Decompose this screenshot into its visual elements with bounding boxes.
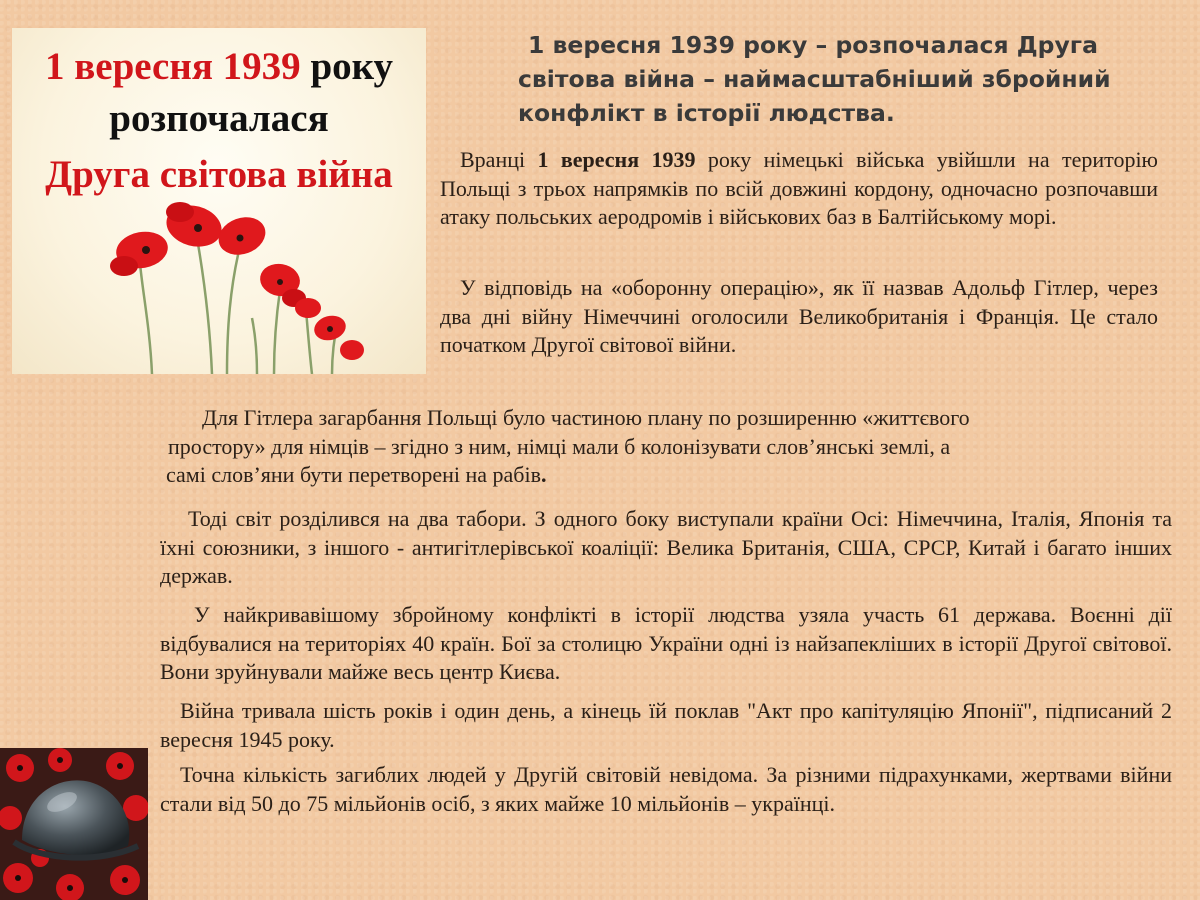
poster-line-started: розпочалася <box>109 97 329 140</box>
paragraph-bloodiest: У найкривавішому збройному конфлікті в історії людства узяла участь 61 держава. Воєнні дії відбувалися на територіях 40 країн. Бої за столицю України одні із найзапекліших в історії Другої світової. Вони зруйнували майже весь центр Києва. <box>160 602 1172 684</box>
poster-year-word: року <box>300 45 394 88</box>
title-line-2: світова війна – наймасштабніший збройний <box>518 65 1111 93</box>
p3-line-2: простору» для німців – згідно з ним, німці мали б колонізувати слов’янські землі, а <box>168 433 951 459</box>
paragraph-duration: Війна тривала шість років і один день, а кінець їй поклав "Акт про капітуляцію Японії", підписаний 2 вересня 1945 року. <box>160 698 1172 752</box>
paragraph-living-space <box>168 404 1158 490</box>
paragraph-declaration: У відповідь на «оборонну операцію», як її назвав Адольф Гітлер, через два дні війну Німеччині оголосили Великобританія і Франція. Це стало початком Другої світової війни. <box>440 275 1158 357</box>
p1-after: року німецькі війська увійшли на територію Польщі з трьох напрямків по всій довжині кордону, одночасно розпочавши атаку польських аеродромів і військових баз в Балтійському морі. <box>440 147 1158 229</box>
poppy-flowers-icon <box>12 28 426 374</box>
poster-date: 1 вересня 1939 <box>44 45 301 88</box>
paragraph-invasion <box>440 146 1158 232</box>
p3-line-3-text: самі слов’яни бути перетворені на рабів <box>166 462 541 487</box>
p1-date-bold: 1 вересня 1939 <box>537 147 696 172</box>
paragraph-casualties: Точна кількість загиблих людей у Другій світовій невідома. За різними підрахунками, жертвами війни стали від 50 до 75 мільйонів осіб, з яких майже 10 мільйонів – українці. <box>160 762 1172 816</box>
title-line-3: конфлікт в історії людства. <box>518 99 895 127</box>
paragraph-two-camps: Тоді світ розділився на два табори. З одного боку виступали країни Осі: Німеччина, Італія, Японія та їхні союзники, з іншого - антигітлерівської коаліції: Велика Британія, США, СРСР, Китай і багато інших держав. <box>160 506 1172 588</box>
poster-image <box>12 28 426 374</box>
p3-line-3 <box>132 461 1158 490</box>
helmet-with-poppies-icon <box>0 748 148 900</box>
p3-end-period: . <box>541 462 547 487</box>
p1-before: Вранці <box>460 147 538 172</box>
page-title <box>518 28 1138 130</box>
poster-line-war: Друга світова війна <box>45 153 393 196</box>
p3-line-1: Для Гітлера загарбання Польщі було частиною плану по розширенню «життєвого <box>202 405 970 430</box>
title-line-1: 1 вересня 1939 року – розпочалася Друга <box>528 31 1098 59</box>
helmet-image <box>0 748 148 900</box>
